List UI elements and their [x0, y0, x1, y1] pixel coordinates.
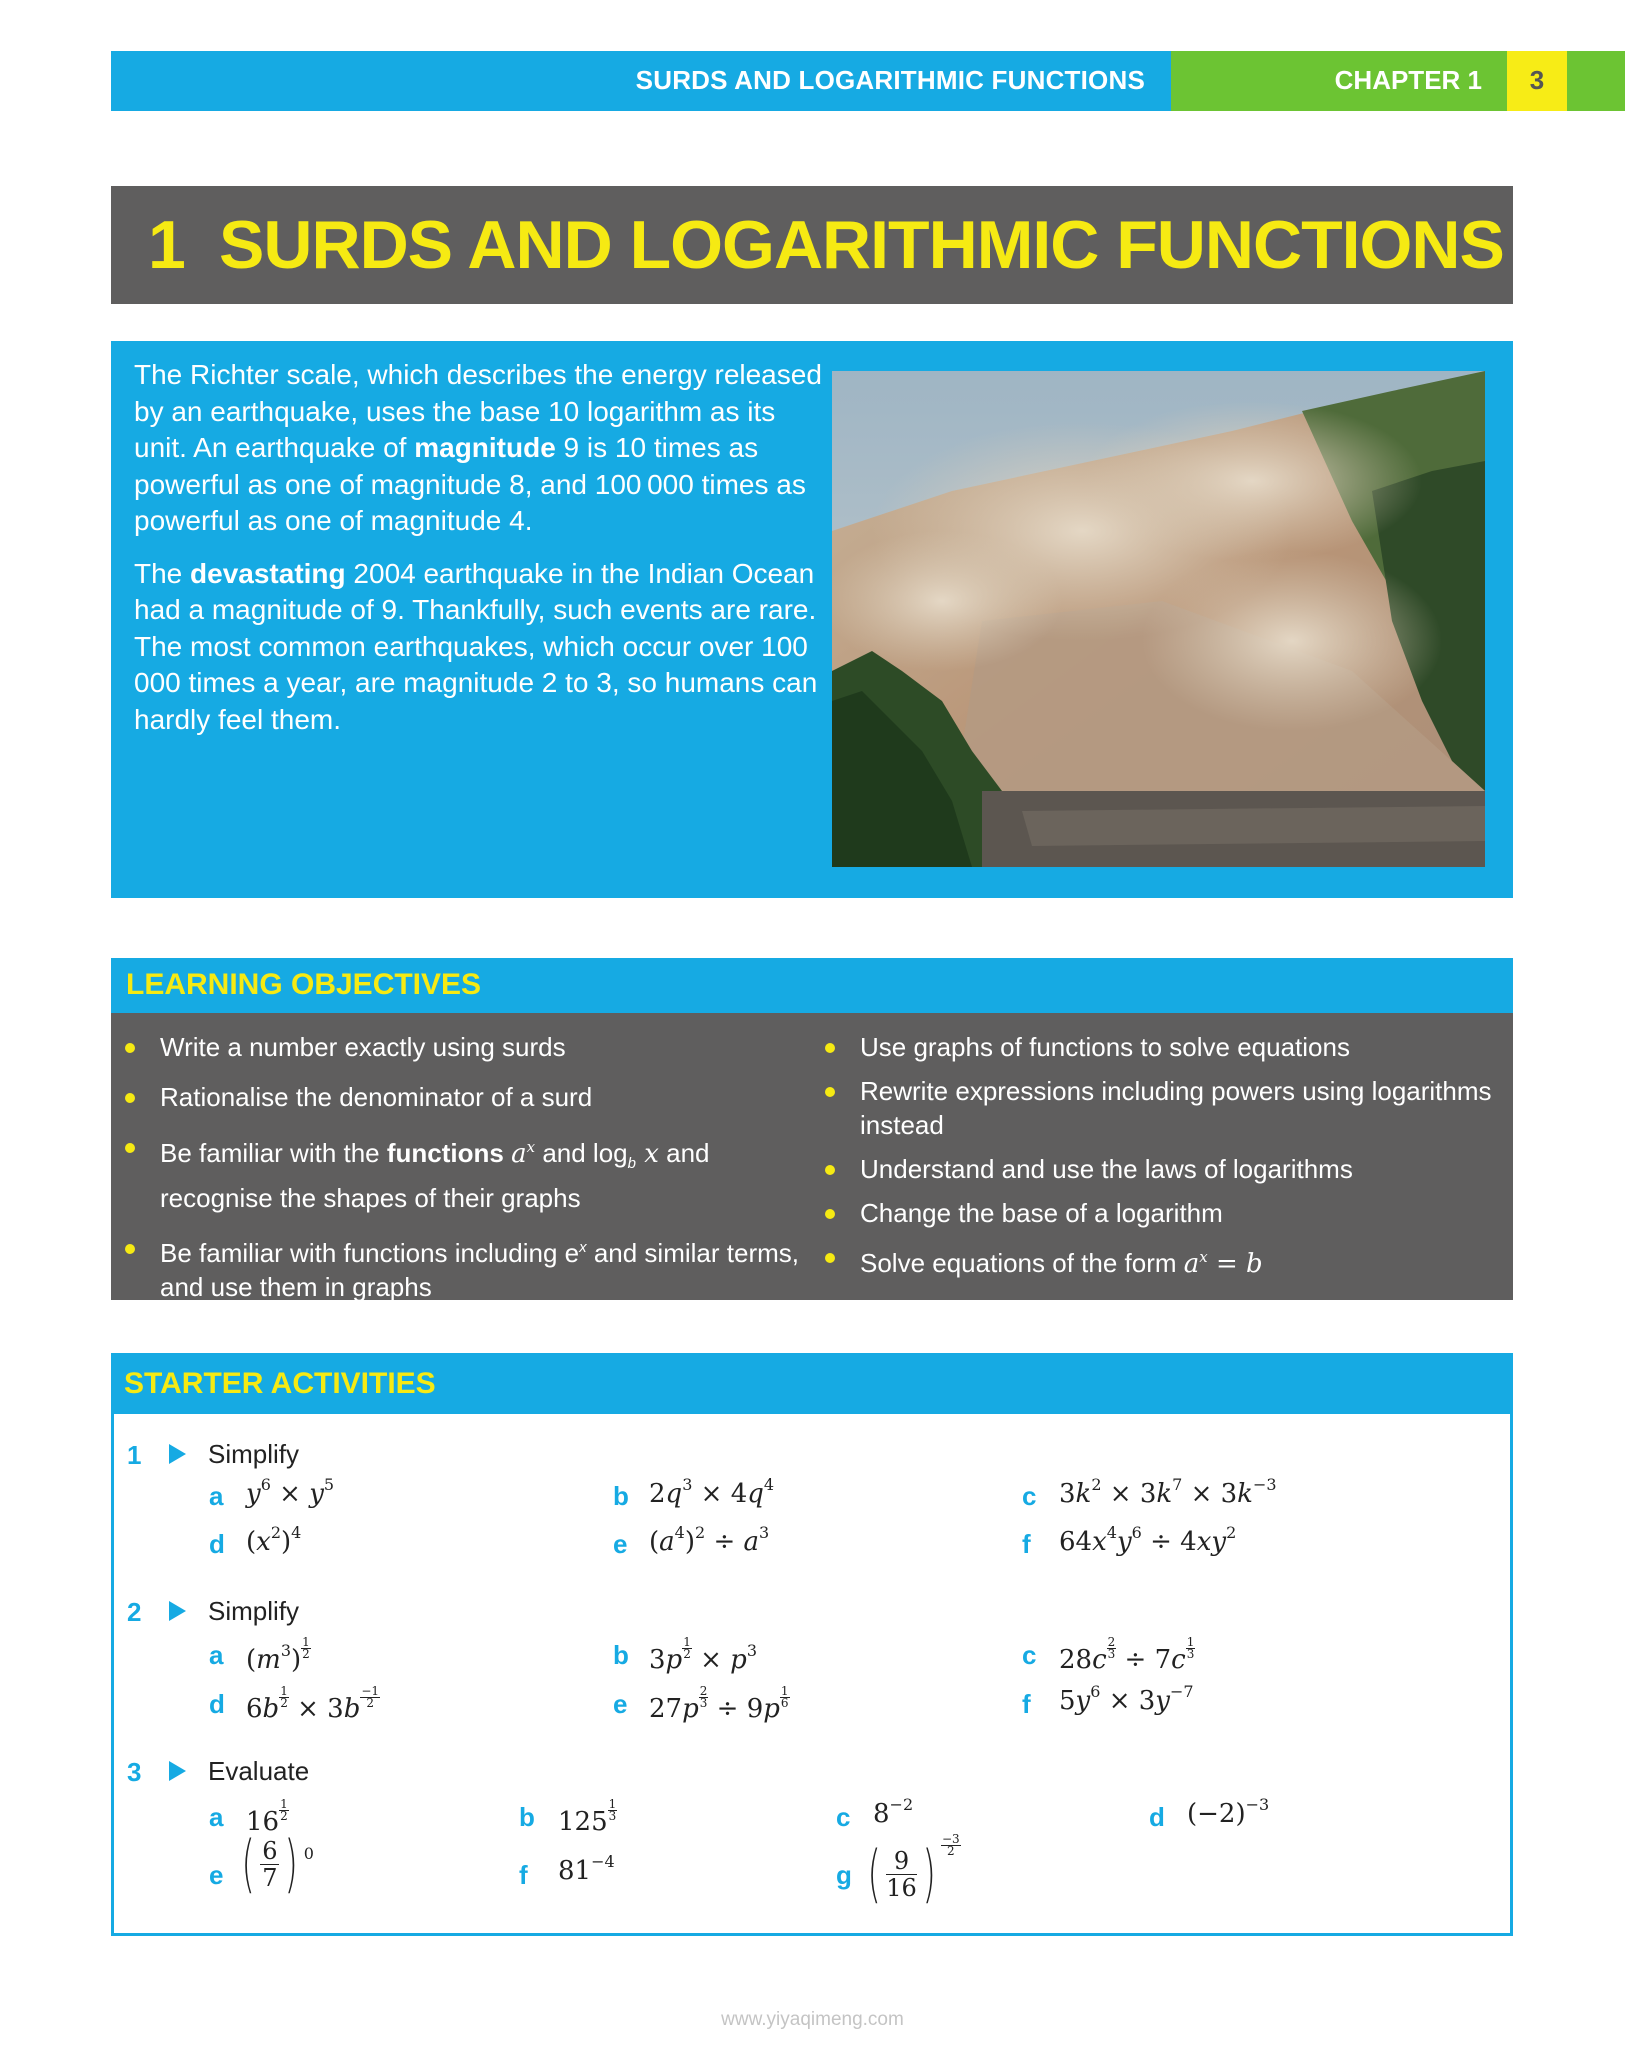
- bullet-icon: [825, 1209, 835, 1219]
- part-label: b: [519, 1802, 535, 1832]
- part-label: e: [613, 1689, 628, 1719]
- objectives-right-list: [811, 1030, 1511, 1291]
- objective-item: Solve equations of the form $a^x = b$: [811, 1240, 1511, 1281]
- part-label: d: [209, 1529, 225, 1559]
- objective-item: Rewrite expressions including powers using logarithms instead: [811, 1074, 1511, 1142]
- expression-2c: 28c $\frac{2}{3}$ ÷ 7c $\frac{1}{3}$: [1059, 1635, 1195, 1675]
- expression-2d: 6b $\frac{1}{2}$ × 3b $\frac{-1}{2}$: [246, 1684, 380, 1724]
- learning-objectives-header: [111, 958, 1513, 1013]
- part-label: f: [1022, 1529, 1031, 1559]
- starter-activities-header: [114, 1356, 1510, 1414]
- part-label: d: [1149, 1802, 1165, 1832]
- bullet-icon: [125, 1143, 135, 1153]
- bullet-icon: [825, 1165, 835, 1175]
- intro-text: [134, 357, 824, 754]
- part-label: g: [836, 1860, 852, 1890]
- expression-3e: ( $\frac{6}{7}$) $^0$: [241, 1827, 314, 1900]
- page-number: 3: [1529, 65, 1545, 95]
- keyword-devastating: devastating: [190, 557, 346, 589]
- landslide-photo: [832, 371, 1485, 867]
- objective-item: Rationalise the denominator of a surd: [111, 1080, 811, 1114]
- learning-objectives-heading: LEARNING OBJECTIVES: [126, 968, 482, 1001]
- part-label: e: [613, 1529, 628, 1559]
- chapter-title-band: [111, 186, 1513, 304]
- bullet-icon: [825, 1043, 835, 1053]
- expression-1c: $3k^2 \times 3k^7 \times 3k^{-3}$: [1059, 1475, 1277, 1509]
- bullet-icon: [125, 1043, 135, 1053]
- question-3-number: 3: [127, 1757, 142, 1787]
- part-label: b: [613, 1640, 629, 1670]
- expression-3g: ( $\frac{9}{16}$) $\frac{-3}{2}$: [867, 1832, 960, 1910]
- part-label: c: [836, 1802, 851, 1832]
- part-label: a: [209, 1802, 224, 1832]
- expression-2b: 3p $\frac{1}{2}$ × $p^3$: [649, 1635, 758, 1675]
- expression-2a: $(m^3)$ $\frac{1}{2}$: [246, 1635, 310, 1675]
- part-label: c: [1022, 1481, 1037, 1511]
- part-label: a: [209, 1640, 224, 1670]
- running-header: [111, 51, 1625, 111]
- learning-objectives-box: [111, 958, 1513, 1300]
- part-label: f: [1022, 1689, 1031, 1719]
- chapter-label: CHAPTER 1: [1334, 65, 1482, 95]
- part-label: d: [209, 1689, 225, 1719]
- question-2-number: 2: [127, 1597, 142, 1627]
- chapter-title: SURDS AND LOGARITHMIC FUNCTIONS: [219, 207, 1504, 283]
- objective-item: Be familiar with the functions $a^x$ and $\log_b x$ and recognise the shapes of their graphs: [111, 1130, 811, 1215]
- part-label: b: [613, 1481, 629, 1511]
- expression-1f: $64x^4y^6 \div 4xy^2$: [1059, 1523, 1237, 1557]
- objective-item: Change the base of a logarithm: [811, 1196, 1511, 1230]
- expression-2e: 27p $\frac{2}{3}$ ÷ 9p $\frac{1}{6}$: [649, 1684, 789, 1724]
- question-1-instruction: Simplify: [208, 1439, 300, 1469]
- header-blue-segment: [111, 51, 1171, 111]
- part-label: a: [209, 1481, 224, 1511]
- keyword-functions: functions: [386, 1138, 504, 1168]
- expression-1a: $y^6 \times y^5$: [246, 1475, 335, 1509]
- expression-3f: $81^{-4}$: [558, 1852, 615, 1886]
- objectives-left-list: [111, 1030, 811, 1320]
- bullet-icon: [825, 1253, 835, 1263]
- part-label: c: [1022, 1640, 1037, 1670]
- expression-3c: $8^{-2}$: [873, 1795, 914, 1829]
- header-chapter-segment: [1171, 51, 1507, 111]
- intro-box: [111, 341, 1513, 898]
- chapter-number: 1: [148, 207, 186, 283]
- objective-item: Use graphs of functions to solve equations: [811, 1030, 1511, 1064]
- watermark: www.yiyaqimeng.com: [721, 2009, 904, 2030]
- expression-3d: $(-2)^{-3}$: [1187, 1795, 1270, 1829]
- keyword-magnitude: magnitude: [414, 432, 556, 463]
- intro-paragraph-2: The devastating 2004 earthquake in the Indian Ocean had a magnitude of 9. Thankfully, such events are rare. The most common earthquakes, which occur over 100 000 times a year, are magnitude 2 to 3, so humans can hardly feel them.: [134, 557, 818, 735]
- starter-activities-heading: STARTER ACTIVITIES: [124, 1367, 436, 1400]
- question-3-instruction: Evaluate: [208, 1756, 310, 1786]
- expression-2f: $5y^6 \times 3y^{-7}$: [1059, 1682, 1194, 1716]
- arrow-icon: [169, 1761, 186, 1781]
- arrow-icon: [169, 1601, 186, 1621]
- bullet-icon: [125, 1244, 135, 1254]
- objective-item: Write a number exactly using surds: [111, 1030, 811, 1064]
- part-label: e: [209, 1860, 224, 1890]
- expression-1d: $(x^2)^4$: [246, 1523, 302, 1557]
- objective-item: Be familiar with functions including $e^x$ and similar terms, and use them in graphs: [111, 1231, 811, 1304]
- expression-1e: $(a^4)^2 \div a^3$: [649, 1523, 770, 1557]
- bullet-icon: [125, 1093, 135, 1103]
- intro-paragraph-1: The Richter scale, which describes the energy released by an earthquake, uses the base 10 logarithm as its unit. An earthquake of magnitude 9 is 10 times as powerful as one of magnitude 8, and 100 000 times as powerful as one of magnitude 4.: [134, 359, 822, 536]
- starter-activities-box: [111, 1353, 1513, 1936]
- arrow-icon: [169, 1444, 186, 1464]
- header-page-segment: [1507, 51, 1567, 111]
- question-1-number: 1: [127, 1440, 142, 1470]
- expression-1b: $2q^3 \times 4q^4$: [649, 1475, 775, 1509]
- question-2-instruction: Simplify: [208, 1596, 300, 1626]
- expression-3b: 125 $\frac{1}{3}$: [558, 1797, 617, 1837]
- running-title: SURDS AND LOGARITHMIC FUNCTIONS: [635, 65, 1145, 95]
- objective-item: Understand and use the laws of logarithms: [811, 1152, 1511, 1186]
- header-end-segment: [1567, 51, 1625, 111]
- bullet-icon: [825, 1087, 835, 1097]
- part-label: f: [519, 1860, 528, 1890]
- expression-3a: 16 $\frac{1}{2}$: [246, 1797, 288, 1837]
